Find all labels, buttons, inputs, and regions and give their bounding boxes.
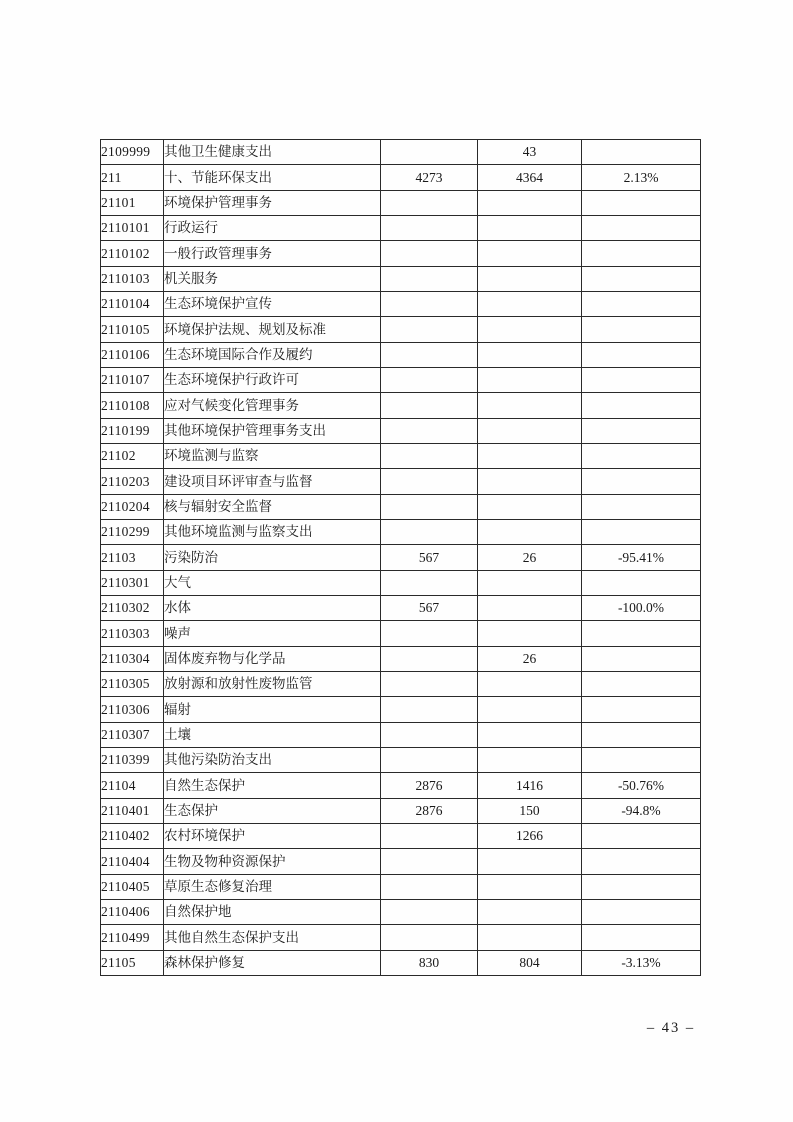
cell-name: 放射源和放射性废物监管 <box>164 671 381 696</box>
cell-value-current <box>478 874 582 899</box>
cell-name: 土壤 <box>164 722 381 747</box>
cell-name: 辐射 <box>164 697 381 722</box>
cell-value-current <box>478 393 582 418</box>
cell-value-prev <box>381 697 478 722</box>
cell-value-prev <box>381 266 478 291</box>
cell-value-current <box>478 342 582 367</box>
cell-code: 2110301 <box>101 570 164 595</box>
cell-value-current: 150 <box>478 798 582 823</box>
cell-percent-change: 2.13% <box>582 165 701 190</box>
cell-code: 21105 <box>101 950 164 975</box>
cell-percent-change <box>582 367 701 392</box>
cell-value-prev <box>381 671 478 696</box>
cell-name: 自然保护地 <box>164 899 381 924</box>
cell-code: 2110305 <box>101 671 164 696</box>
cell-code: 2110199 <box>101 418 164 443</box>
table-row <box>101 291 701 316</box>
cell-value-prev <box>381 291 478 316</box>
cell-percent-change <box>582 722 701 747</box>
cell-name: 十、节能环保支出 <box>164 165 381 190</box>
cell-value-current: 804 <box>478 950 582 975</box>
table-row <box>101 165 701 190</box>
cell-percent-change <box>582 519 701 544</box>
cell-code: 21101 <box>101 190 164 215</box>
cell-name: 生态保护 <box>164 798 381 823</box>
cell-percent-change <box>582 646 701 671</box>
cell-value-current <box>478 899 582 924</box>
cell-code: 2110101 <box>101 215 164 240</box>
cell-name: 机关服务 <box>164 266 381 291</box>
table-row <box>101 950 701 975</box>
cell-percent-change <box>582 494 701 519</box>
table-row <box>101 570 701 595</box>
cell-value-prev <box>381 621 478 646</box>
table-row <box>101 722 701 747</box>
cell-percent-change: -100.0% <box>582 595 701 620</box>
table-row <box>101 925 701 950</box>
cell-percent-change <box>582 241 701 266</box>
cell-name: 环境保护法规、规划及标准 <box>164 317 381 342</box>
table-row <box>101 393 701 418</box>
table-row <box>101 190 701 215</box>
cell-value-current <box>478 570 582 595</box>
cell-value-current <box>478 519 582 544</box>
cell-code: 21103 <box>101 545 164 570</box>
cell-value-prev: 830 <box>381 950 478 975</box>
cell-value-current <box>478 747 582 772</box>
cell-percent-change <box>582 747 701 772</box>
cell-value-current <box>478 367 582 392</box>
cell-percent-change <box>582 570 701 595</box>
cell-code: 2110299 <box>101 519 164 544</box>
cell-value-current <box>478 849 582 874</box>
cell-name: 固体废弃物与化学品 <box>164 646 381 671</box>
cell-value-current <box>478 266 582 291</box>
cell-value-current <box>478 494 582 519</box>
cell-value-prev <box>381 519 478 544</box>
cell-name: 环境监测与监察 <box>164 443 381 468</box>
cell-code: 2110304 <box>101 646 164 671</box>
cell-name: 噪声 <box>164 621 381 646</box>
cell-value-current: 43 <box>478 140 582 165</box>
cell-percent-change <box>582 621 701 646</box>
cell-name: 其他污染防治支出 <box>164 747 381 772</box>
cell-code: 2110404 <box>101 849 164 874</box>
cell-name: 生物及物种资源保护 <box>164 849 381 874</box>
cell-code: 211 <box>101 165 164 190</box>
page-number: – 43 – <box>646 1020 696 1036</box>
table-row <box>101 266 701 291</box>
cell-value-prev <box>381 140 478 165</box>
cell-value-current: 4364 <box>478 165 582 190</box>
table-row <box>101 443 701 468</box>
table-row <box>101 747 701 772</box>
table-row <box>101 849 701 874</box>
budget-table-body <box>101 140 701 976</box>
cell-value-prev <box>381 899 478 924</box>
cell-name: 其他自然生态保护支出 <box>164 925 381 950</box>
cell-percent-change <box>582 418 701 443</box>
cell-value-prev: 2876 <box>381 798 478 823</box>
cell-code: 2110102 <box>101 241 164 266</box>
cell-code: 2110402 <box>101 823 164 848</box>
cell-percent-change: -95.41% <box>582 545 701 570</box>
cell-code: 21104 <box>101 773 164 798</box>
cell-code: 2110302 <box>101 595 164 620</box>
cell-value-prev <box>381 849 478 874</box>
cell-name: 森林保护修复 <box>164 950 381 975</box>
cell-percent-change: -94.8% <box>582 798 701 823</box>
cell-value-prev <box>381 925 478 950</box>
cell-percent-change <box>582 823 701 848</box>
cell-value-prev: 2876 <box>381 773 478 798</box>
cell-code: 2110405 <box>101 874 164 899</box>
table-row <box>101 342 701 367</box>
cell-name: 行政运行 <box>164 215 381 240</box>
cell-percent-change <box>582 925 701 950</box>
cell-code: 2110499 <box>101 925 164 950</box>
cell-value-prev <box>381 570 478 595</box>
cell-percent-change <box>582 140 701 165</box>
table-row <box>101 494 701 519</box>
cell-percent-change <box>582 291 701 316</box>
cell-name: 应对气候变化管理事务 <box>164 393 381 418</box>
cell-name: 大气 <box>164 570 381 595</box>
cell-value-prev <box>381 393 478 418</box>
table-row <box>101 798 701 823</box>
cell-code: 2110401 <box>101 798 164 823</box>
cell-value-prev: 4273 <box>381 165 478 190</box>
cell-name: 生态环境国际合作及履约 <box>164 342 381 367</box>
cell-percent-change <box>582 393 701 418</box>
cell-value-prev <box>381 469 478 494</box>
cell-value-prev <box>381 342 478 367</box>
cell-name: 生态环境保护行政许可 <box>164 367 381 392</box>
table-row <box>101 823 701 848</box>
table-row <box>101 545 701 570</box>
table-row <box>101 621 701 646</box>
cell-value-current <box>478 241 582 266</box>
cell-code: 2110303 <box>101 621 164 646</box>
cell-name: 环境保护管理事务 <box>164 190 381 215</box>
table-row <box>101 367 701 392</box>
cell-value-prev <box>381 646 478 671</box>
cell-code: 2110406 <box>101 899 164 924</box>
cell-value-current <box>478 697 582 722</box>
cell-code: 2110104 <box>101 291 164 316</box>
cell-name: 生态环境保护宣传 <box>164 291 381 316</box>
cell-value-prev <box>381 494 478 519</box>
cell-name: 其他卫生健康支出 <box>164 140 381 165</box>
cell-code: 2110307 <box>101 722 164 747</box>
cell-value-prev <box>381 443 478 468</box>
cell-percent-change <box>582 266 701 291</box>
cell-code: 2110106 <box>101 342 164 367</box>
cell-value-prev: 567 <box>381 545 478 570</box>
cell-value-current: 1266 <box>478 823 582 848</box>
table-row <box>101 215 701 240</box>
cell-name: 草原生态修复治理 <box>164 874 381 899</box>
cell-value-current: 26 <box>478 646 582 671</box>
cell-value-prev <box>381 747 478 772</box>
cell-percent-change <box>582 190 701 215</box>
cell-value-current: 26 <box>478 545 582 570</box>
table-row <box>101 773 701 798</box>
table-row <box>101 140 701 165</box>
table-row <box>101 317 701 342</box>
cell-name: 污染防治 <box>164 545 381 570</box>
cell-percent-change <box>582 215 701 240</box>
cell-value-current <box>478 595 582 620</box>
table-row <box>101 697 701 722</box>
table-row <box>101 519 701 544</box>
cell-percent-change <box>582 697 701 722</box>
cell-value-current <box>478 291 582 316</box>
cell-value-current: 1416 <box>478 773 582 798</box>
cell-value-prev <box>381 215 478 240</box>
cell-value-prev <box>381 823 478 848</box>
cell-value-prev <box>381 241 478 266</box>
cell-percent-change <box>582 317 701 342</box>
table-row <box>101 241 701 266</box>
table-row <box>101 469 701 494</box>
table-row <box>101 646 701 671</box>
cell-value-prev: 567 <box>381 595 478 620</box>
cell-value-prev <box>381 874 478 899</box>
budget-table <box>100 139 701 976</box>
cell-value-current <box>478 190 582 215</box>
cell-value-current <box>478 443 582 468</box>
cell-code: 2110306 <box>101 697 164 722</box>
cell-value-current <box>478 925 582 950</box>
cell-name: 核与辐射安全监督 <box>164 494 381 519</box>
cell-code: 2110107 <box>101 367 164 392</box>
table-row <box>101 595 701 620</box>
cell-value-prev <box>381 367 478 392</box>
table-row <box>101 671 701 696</box>
cell-value-current <box>478 722 582 747</box>
cell-value-prev <box>381 190 478 215</box>
cell-value-current <box>478 418 582 443</box>
cell-percent-change <box>582 671 701 696</box>
cell-percent-change <box>582 469 701 494</box>
cell-name: 水体 <box>164 595 381 620</box>
cell-value-current <box>478 215 582 240</box>
table-row <box>101 418 701 443</box>
cell-value-current <box>478 671 582 696</box>
cell-name: 农村环境保护 <box>164 823 381 848</box>
cell-percent-change <box>582 874 701 899</box>
cell-percent-change <box>582 443 701 468</box>
cell-percent-change <box>582 342 701 367</box>
table-row <box>101 899 701 924</box>
cell-name: 其他环境保护管理事务支出 <box>164 418 381 443</box>
cell-code: 2110399 <box>101 747 164 772</box>
cell-percent-change <box>582 899 701 924</box>
cell-name: 其他环境监测与监察支出 <box>164 519 381 544</box>
cell-code: 2109999 <box>101 140 164 165</box>
cell-percent-change: -3.13% <box>582 950 701 975</box>
cell-name: 自然生态保护 <box>164 773 381 798</box>
table-row <box>101 874 701 899</box>
cell-name: 建设项目环评审查与监督 <box>164 469 381 494</box>
cell-code: 21102 <box>101 443 164 468</box>
cell-code: 2110203 <box>101 469 164 494</box>
cell-code: 2110204 <box>101 494 164 519</box>
cell-code: 2110108 <box>101 393 164 418</box>
cell-name: 一般行政管理事务 <box>164 241 381 266</box>
cell-value-prev <box>381 317 478 342</box>
cell-value-current <box>478 469 582 494</box>
cell-value-prev <box>381 418 478 443</box>
cell-code: 2110105 <box>101 317 164 342</box>
cell-code: 2110103 <box>101 266 164 291</box>
cell-percent-change <box>582 849 701 874</box>
cell-percent-change: -50.76% <box>582 773 701 798</box>
cell-value-current <box>478 621 582 646</box>
cell-value-prev <box>381 722 478 747</box>
cell-value-current <box>478 317 582 342</box>
